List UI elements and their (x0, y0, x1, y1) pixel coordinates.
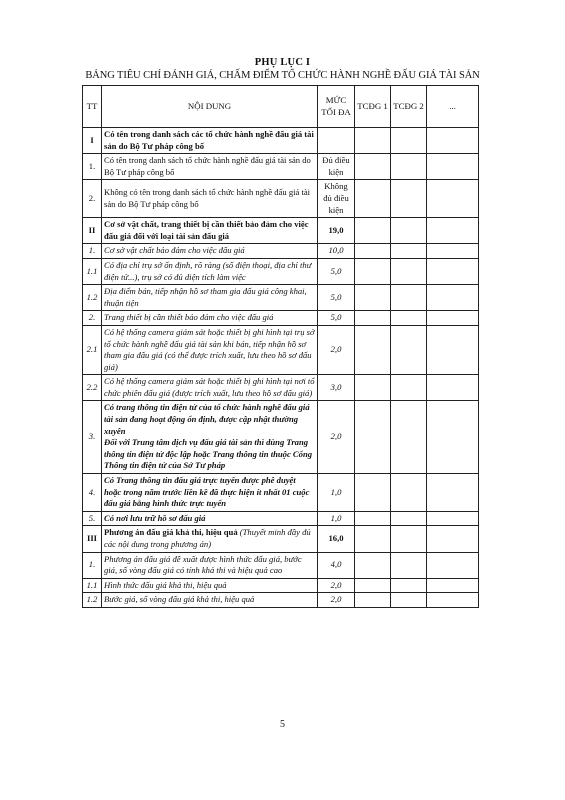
row-content: Có hệ thống camera giám sát hoặc thiết bị ghi hình tại nơi tổ chức phiên đấu giá (được trích xuất, lưu theo hồ sơ đấu giá) (102, 375, 318, 401)
score-tcdg1 (355, 285, 391, 311)
row-max-points: 1,0 (318, 511, 355, 526)
score-more (427, 285, 479, 311)
score-tcdg2 (391, 552, 427, 578)
score-more (427, 128, 479, 154)
score-tcdg2 (391, 154, 427, 180)
table-row (83, 578, 479, 593)
table-row (83, 526, 479, 552)
score-more (427, 180, 479, 218)
table-row (83, 325, 479, 374)
score-tcdg2 (391, 311, 427, 326)
header-tcdg1: TCĐG 1 (355, 86, 391, 128)
header-max-points: MỨC TỐI ĐA (318, 86, 355, 128)
appendix-subtitle: BẢNG TIÊU CHÍ ĐÁNH GIÁ, CHẤM ĐIỂM TỔ CHỨC HÀNH NGHỀ ĐẤU GIÁ TÀI SẢN (85, 70, 480, 81)
table-row (83, 258, 479, 284)
row-content: Trang thiết bị cần thiết bảo đảm cho việc đấu giá (102, 311, 318, 326)
appendix-title: PHỤ LỤC I (254, 57, 311, 68)
score-tcdg1 (355, 325, 391, 374)
score-more (427, 474, 479, 512)
row-max-points: Không đủ điều kiện (318, 180, 355, 218)
score-tcdg2 (391, 128, 427, 154)
row-number: 1.1 (83, 578, 102, 593)
row-content: Hình thức đấu giá khả thi, hiệu quả (102, 578, 318, 593)
table-header-row (83, 86, 479, 128)
row-number: 5. (83, 511, 102, 526)
score-more (427, 218, 479, 244)
row-content: Cơ sở vật chất bảo đảm cho việc đấu giá (102, 244, 318, 259)
table-row (83, 401, 479, 474)
score-more (427, 526, 479, 552)
row-content: Cơ sở vật chất, trang thiết bị cần thiết bảo đảm cho việc đấu giá đối với loại tài sản đấu giá (102, 218, 318, 244)
table-row (83, 180, 479, 218)
table-row (83, 474, 479, 512)
row-max-points: 2,0 (318, 578, 355, 593)
row-number: 1. (83, 244, 102, 259)
score-more (427, 511, 479, 526)
table-row (83, 218, 479, 244)
score-tcdg2 (391, 511, 427, 526)
row-max-points: 19,0 (318, 218, 355, 244)
row-max-points: 5,0 (318, 311, 355, 326)
row-max-points: 2,0 (318, 401, 355, 474)
score-more (427, 258, 479, 284)
score-more (427, 593, 479, 608)
score-more (427, 578, 479, 593)
row-max-points: 16,0 (318, 526, 355, 552)
score-more (427, 375, 479, 401)
row-content: Có tên trong danh sách tổ chức hành nghề đấu giá tài sản do Bộ Tư pháp công bố (102, 154, 318, 180)
score-tcdg2 (391, 180, 427, 218)
row-number: 1.2 (83, 593, 102, 608)
score-tcdg1 (355, 526, 391, 552)
row-number: 2.2 (83, 375, 102, 401)
row-content: Phương án đấu giá đề xuất được hình thức đấu giá, bước giá, số vòng đấu giá có tính khả thi và hiệu quả cao (102, 552, 318, 578)
score-tcdg2 (391, 375, 427, 401)
row-max-points: 2,0 (318, 325, 355, 374)
table-row (83, 552, 479, 578)
table-body (83, 128, 479, 608)
table-row (83, 244, 479, 259)
row-max-points: Đủ điều kiện (318, 154, 355, 180)
row-content: Có tên trong danh sách các tổ chức hành nghề đấu giá tài sản do Bộ Tư pháp công bố (102, 128, 318, 154)
row-content: Bước giá, số vòng đấu giá khả thi, hiệu quả (102, 593, 318, 608)
score-tcdg1 (355, 128, 391, 154)
header-tcdg2: TCĐG 2 (391, 86, 427, 128)
row-number: I (83, 128, 102, 154)
table-row (83, 375, 479, 401)
header-more: ... (427, 86, 479, 128)
score-tcdg1 (355, 375, 391, 401)
score-more (427, 311, 479, 326)
score-tcdg2 (391, 526, 427, 552)
row-number: 2. (83, 311, 102, 326)
score-tcdg2 (391, 258, 427, 284)
score-tcdg2 (391, 593, 427, 608)
row-number: 1. (83, 154, 102, 180)
table-row (83, 311, 479, 326)
score-tcdg1 (355, 474, 391, 512)
score-tcdg1 (355, 511, 391, 526)
score-tcdg1 (355, 552, 391, 578)
row-content: Địa điểm bán, tiếp nhận hồ sơ tham gia đấu giá công khai, thuận tiện (102, 285, 318, 311)
row-max-points: 5,0 (318, 285, 355, 311)
table-row (83, 128, 479, 154)
score-more (427, 552, 479, 578)
score-tcdg1 (355, 154, 391, 180)
row-content: Có trang thông tin điện tử của tổ chức hành nghề đấu giá tài sản đang hoạt động ổn định, được cập nhật thường xuyên Đối với Trung tâm dịch vụ đấu giá tài sản thì dùng Trang thông tin điện tử độc lập hoặc Trang thông tin thuộc Cổng Thông tin điện tử của Sở Tư pháp (102, 401, 318, 474)
score-more (427, 401, 479, 474)
row-number: 2. (83, 180, 102, 218)
table-row (83, 593, 479, 608)
row-content: Có địa chỉ trụ sở ổn định, rõ ràng (số điện thoại, địa chỉ thư điện tử...), trụ sở có đủ diện tích làm việc (102, 258, 318, 284)
row-number: 4. (83, 474, 102, 512)
score-tcdg1 (355, 258, 391, 284)
row-max-points: 3,0 (318, 375, 355, 401)
row-max-points: 4,0 (318, 552, 355, 578)
score-more (427, 244, 479, 259)
row-max-points: 1,0 (318, 474, 355, 512)
table-row (83, 285, 479, 311)
score-more (427, 154, 479, 180)
row-content: Có Trang thông tin đấu giá trực tuyến được phê duyệt hoặc trong năm trước liền kề đã thực hiện ít nhất 01 cuộc đấu giá bằng hình thức trực tuyến (102, 474, 318, 512)
score-tcdg1 (355, 244, 391, 259)
row-number: 3. (83, 401, 102, 474)
score-tcdg2 (391, 285, 427, 311)
score-tcdg2 (391, 325, 427, 374)
score-tcdg2 (391, 218, 427, 244)
score-tcdg2 (391, 474, 427, 512)
score-tcdg1 (355, 311, 391, 326)
row-content: Không có tên trong danh sách tổ chức hành nghề đấu giá tài sản do Bộ Tư pháp công bố (102, 180, 318, 218)
row-content: Phương án đấu giá khả thi, hiệu quả (Thuyết minh đầy đủ các nội dung trong phương án) (102, 526, 318, 552)
row-number: II (83, 218, 102, 244)
row-number: 1. (83, 552, 102, 578)
page-number: 5 (280, 719, 285, 730)
score-tcdg2 (391, 578, 427, 593)
score-tcdg1 (355, 180, 391, 218)
score-more (427, 325, 479, 374)
table-row (83, 154, 479, 180)
row-number: 1.2 (83, 285, 102, 311)
score-tcdg1 (355, 218, 391, 244)
row-max-points (318, 128, 355, 154)
row-content: Có hệ thống camera giám sát hoặc thiết bị ghi hình tại trụ sở tổ chức hành nghề đấu giá tài sản khi bán, tiếp nhận hồ sơ tham gia đấu giá (có thể được trích xuất, lưu theo hồ sơ đấu giá) (102, 325, 318, 374)
header-content: NỘI DUNG (102, 86, 318, 128)
header-tt: TT (83, 86, 102, 128)
row-max-points: 2,0 (318, 593, 355, 608)
row-max-points: 5,0 (318, 258, 355, 284)
score-tcdg1 (355, 593, 391, 608)
score-tcdg1 (355, 578, 391, 593)
score-tcdg2 (391, 401, 427, 474)
row-number: 2.1 (83, 325, 102, 374)
row-number: 1.1 (83, 258, 102, 284)
row-max-points: 10,0 (318, 244, 355, 259)
score-tcdg1 (355, 401, 391, 474)
row-content: Có nơi lưu trữ hồ sơ đấu giá (102, 511, 318, 526)
score-tcdg2 (391, 244, 427, 259)
row-number: III (83, 526, 102, 552)
table-row (83, 511, 479, 526)
criteria-table (82, 85, 479, 608)
